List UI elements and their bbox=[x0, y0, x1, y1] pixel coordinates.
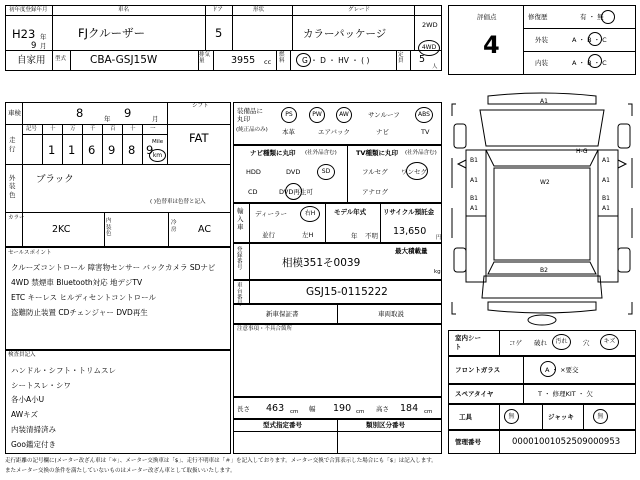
color-code-label: カラー bbox=[8, 215, 25, 221]
model-year-label: モデル年式 bbox=[334, 208, 367, 216]
inspection-month: 9 bbox=[124, 106, 132, 120]
inspector-line-1: ハンドル・シフト・トリムスレ bbox=[11, 366, 116, 375]
color-value: ブラック bbox=[36, 174, 74, 185]
spare-label: スペアタイヤ bbox=[455, 390, 494, 398]
usage-value: 自家用 bbox=[17, 55, 46, 66]
displacement-value: 3955 bbox=[231, 55, 256, 66]
grade-value: カラーパッケージ bbox=[303, 28, 387, 40]
diagram-front-label: A1 bbox=[540, 98, 548, 105]
tools-label: 工具 bbox=[459, 413, 472, 421]
equipment-pw: PW bbox=[309, 107, 325, 123]
mileage-digit-3: 6 bbox=[88, 143, 96, 157]
mileage-label: 走行 bbox=[9, 136, 16, 154]
damage-diagram bbox=[448, 88, 636, 330]
drive-4wd-circled: 4WD bbox=[418, 40, 440, 56]
width-label: 幅 bbox=[309, 405, 316, 413]
sales-line-4: 盗難防止装置 CDチェンジャー DVD再生 bbox=[11, 308, 148, 317]
score-label: 評価点 bbox=[477, 13, 497, 21]
equipment-airbag: エアバック bbox=[318, 128, 350, 136]
max-load-unit: kg bbox=[434, 269, 441, 275]
windshield-options: A ・ ×要交 bbox=[545, 366, 579, 374]
management-value: 00001001052509000953 bbox=[512, 437, 621, 447]
interior-color-label: 内装色 bbox=[106, 218, 112, 238]
seat-option-3: 汚れ bbox=[552, 334, 571, 350]
drive-2wd: 2WD bbox=[422, 21, 438, 29]
shift-value: FAT bbox=[189, 131, 209, 145]
diagram-mark-4: A1 bbox=[602, 177, 610, 184]
interior-seat-label: 室内シート bbox=[455, 334, 481, 352]
door-label: ドア bbox=[212, 7, 223, 13]
mileage-digit-1: 1 bbox=[48, 143, 56, 157]
sales-line-1: クルーズコントロール 障害物センサー バックカメラ SDナビ bbox=[11, 263, 216, 272]
height-label: 高さ bbox=[376, 405, 389, 413]
seat-option-4: 穴 bbox=[583, 339, 590, 347]
footer-line-1: 走行距離の記号欄に(メーター改ざん車は「＊」、メーター交換車は「$」、走行不明車は「＃」を記入しております。メーター交換で合算表示した場合にも「$」は記入します。 bbox=[5, 458, 437, 464]
diagram-mark-6: A1 bbox=[470, 205, 478, 212]
max-load-label: 最大積載量 bbox=[395, 247, 428, 255]
equipment-label-1: 装備品に bbox=[237, 107, 263, 115]
reg-year-suffix: 年 bbox=[40, 33, 47, 41]
shift-label: シフト bbox=[192, 103, 209, 109]
equipment-sunroof: サンルーフ bbox=[368, 111, 400, 119]
mileage-col-5: 十 bbox=[130, 126, 136, 132]
recycle-unit: 円 bbox=[436, 235, 442, 241]
repair-selected-circle bbox=[601, 10, 615, 24]
mileage-col-3: 千 bbox=[90, 126, 96, 132]
exterior-label: 外装 bbox=[535, 36, 548, 44]
seat-option-2: 破れ bbox=[534, 339, 547, 347]
navi-sd: SD bbox=[317, 164, 335, 180]
inspection-year: 8 bbox=[76, 106, 84, 120]
mileage-col-4: 百 bbox=[110, 126, 116, 132]
capacity-label: 定員 bbox=[398, 52, 404, 64]
jack-label: ジャッキ bbox=[548, 413, 574, 421]
inspection-year-suffix: 年 bbox=[104, 115, 111, 123]
chassis-value: GSJ15-0115222 bbox=[306, 286, 388, 298]
exterior-grades: A ・ B ・ C bbox=[572, 36, 607, 44]
car-name-label: 車名 bbox=[118, 7, 130, 13]
car-outline bbox=[448, 88, 636, 330]
footer-line-2: またメーター交換の条件を満たしていないものはメーター改ざん車として取扱いいたします。 bbox=[5, 468, 236, 474]
diagram-mark-9: A1 bbox=[602, 205, 610, 212]
inspector-line-4: AWキズ bbox=[11, 410, 38, 419]
registration-value: 相模351そ0039 bbox=[282, 257, 361, 269]
height-value: 184 bbox=[400, 403, 419, 414]
equipment-sub-label: (純正品のみ) bbox=[236, 127, 268, 133]
registration-label: 登録番号 bbox=[237, 247, 243, 272]
tv-oneseg: ワンセグ bbox=[401, 168, 427, 176]
mileage-digit-2: 1 bbox=[68, 143, 76, 157]
navi-cd: CD bbox=[248, 188, 258, 196]
category-number-label: 類別区分番号 bbox=[366, 421, 405, 429]
tools-value: 無 bbox=[504, 409, 519, 424]
color-note: ( )色替車は色替と記入 bbox=[150, 199, 206, 205]
model-year-unknown: 不明 bbox=[365, 232, 378, 240]
windshield-selected-circle bbox=[540, 361, 556, 377]
diagram-mark-3: A1 bbox=[470, 177, 478, 184]
diagram-mark-10: H-G bbox=[576, 148, 588, 155]
inspector-line-5: 内装清掃済み bbox=[11, 425, 56, 434]
import-parallel: 並行 bbox=[262, 231, 275, 239]
reg-year-value: H23 bbox=[12, 27, 36, 41]
inspector-line-6: Goo鑑定付き bbox=[11, 440, 56, 449]
sales-line-3: ETC キーレス ヒルディセントコントロール bbox=[11, 293, 156, 302]
tv-label: TV種類に丸印 bbox=[356, 149, 398, 157]
equipment-tv: TV bbox=[421, 128, 430, 136]
aircon-value: AC bbox=[198, 224, 211, 235]
car-name-value: FJクルーザー bbox=[78, 26, 146, 40]
navi-dvd: DVD bbox=[286, 168, 301, 176]
score-value: 4 bbox=[483, 31, 500, 59]
mileage-unit-km: km bbox=[149, 149, 166, 162]
mileage-col-2: 万 bbox=[70, 126, 76, 132]
tv-oneseg-circle bbox=[406, 162, 428, 180]
exterior-selected-circle bbox=[588, 32, 602, 46]
displacement-unit: cc bbox=[264, 58, 272, 66]
reg-month-value: 9 bbox=[31, 41, 37, 51]
import-left-h: 左H bbox=[302, 231, 314, 239]
diagram-mark-5: W2 bbox=[540, 179, 550, 186]
door-value: 5 bbox=[215, 26, 223, 40]
warranty-manual: 車両取説 bbox=[378, 310, 404, 318]
recycle-label: リサイクル預託金 bbox=[383, 208, 435, 216]
interior-grades: A ・ B ・ C bbox=[572, 59, 607, 67]
inspection-label: 車検 bbox=[8, 109, 21, 117]
inspector-line-2: シートスレ・シワ bbox=[11, 381, 71, 390]
warranty-new-car: 新車保証書 bbox=[266, 310, 299, 318]
model-label: 型式 bbox=[55, 56, 67, 62]
mileage-col-1: 十 bbox=[50, 126, 56, 132]
reg-year-label: 初年度登録年月 bbox=[9, 7, 48, 13]
navi-dvd-play-circle bbox=[285, 183, 302, 200]
fuel-label: 燃料 bbox=[279, 52, 285, 64]
diagram-mark-2: A1 bbox=[602, 157, 610, 164]
repair-label: 修復歴 bbox=[528, 13, 548, 21]
repair-options: 有 ・ 無 bbox=[580, 13, 604, 21]
type-number-label: 型式指定番号 bbox=[263, 421, 302, 429]
mileage-col-0: 記号 bbox=[26, 126, 38, 132]
capacity-unit: 人 bbox=[432, 64, 438, 70]
mileage-digit-5: 8 bbox=[128, 143, 136, 157]
tv-analog: アナログ bbox=[362, 188, 388, 196]
navi-hdd: HDD bbox=[246, 168, 261, 176]
fuel-options: G ・ D ・ HV ・ ( ) bbox=[302, 56, 370, 65]
equipment-abs: ABS bbox=[415, 107, 433, 123]
color-label: 外装色 bbox=[9, 174, 16, 199]
seat-option-5: キズ bbox=[600, 334, 619, 350]
navi-note: (社外品含む) bbox=[305, 150, 337, 156]
import-label: 輸入車 bbox=[237, 207, 244, 231]
equipment-leather: 本革 bbox=[282, 128, 295, 136]
import-dealer: ディーラー bbox=[255, 210, 287, 218]
inspector-line-3: 各小A小U bbox=[11, 395, 45, 404]
shape-label: 形状 bbox=[253, 7, 265, 13]
aircon-label: 冷房 bbox=[171, 220, 177, 233]
equipment-ps: PS bbox=[281, 107, 297, 123]
seat-option-1: コゲ bbox=[509, 339, 522, 347]
mileage-digit-6: 9 bbox=[146, 143, 154, 157]
sales-points-label: セールスポイント bbox=[8, 250, 52, 256]
interior-selected-circle bbox=[588, 54, 602, 68]
length-unit: cm bbox=[290, 409, 299, 415]
navi-label: ナビ種類に丸印 bbox=[250, 149, 296, 157]
equipment-aw: AW bbox=[336, 107, 352, 123]
recycle-value: 13,650 bbox=[393, 226, 427, 237]
capacity-value: 5 bbox=[419, 54, 426, 65]
diagram-rear-label: B2 bbox=[540, 267, 548, 274]
height-unit: cm bbox=[424, 409, 433, 415]
equipment-navi: ナビ bbox=[376, 128, 389, 136]
mileage-unit-mile: Mile bbox=[152, 139, 164, 145]
interior-label: 内装 bbox=[535, 59, 548, 67]
windshield-label: フロントガラス bbox=[455, 366, 501, 374]
tv-note: (社外品含む) bbox=[405, 150, 437, 156]
inspector-label: 検査員記入 bbox=[8, 352, 36, 358]
reg-month-suffix: 月 bbox=[40, 42, 47, 50]
width-value: 190 bbox=[333, 403, 352, 414]
inspection-month-suffix: 月 bbox=[152, 115, 159, 123]
management-label: 管理番号 bbox=[455, 438, 481, 446]
spare-options: T ・ 修理KIT ・ 欠 bbox=[538, 390, 593, 398]
diagram-mark-1: B1 bbox=[470, 157, 478, 164]
import-right-h: 右H bbox=[300, 206, 320, 222]
displacement-label: 排気量 bbox=[199, 52, 211, 64]
model-value: CBA-GSJ15W bbox=[90, 54, 158, 66]
mileage-col-6: 一 bbox=[150, 126, 156, 132]
grade-label: グレード bbox=[348, 7, 371, 13]
mileage-digit-4: 9 bbox=[108, 143, 116, 157]
equipment-label-2: 丸印 bbox=[237, 115, 250, 123]
color-code-value: 2KC bbox=[52, 224, 71, 235]
navi-dvd-play: DVD再生可 bbox=[279, 188, 313, 196]
jack-value: 無 bbox=[593, 409, 608, 424]
chassis-label: 車台番号 bbox=[237, 283, 243, 308]
diagram-mark-7: B1 bbox=[470, 195, 478, 202]
diagram-mark-8: B1 bbox=[602, 195, 610, 202]
length-label: 長さ bbox=[237, 405, 250, 413]
model-year-suffix: 年 bbox=[351, 232, 358, 240]
fuel-selected-circle bbox=[296, 53, 311, 67]
sales-line-2: 4WD 禁煙車 Bluetooth対応 地デジTV bbox=[11, 278, 143, 287]
notes-section bbox=[233, 324, 442, 397]
width-unit: cm bbox=[356, 409, 365, 415]
tv-fullseg: フルセグ bbox=[362, 168, 388, 176]
notes-label: 注意事項・不具合箇所 bbox=[237, 326, 293, 332]
length-value: 463 bbox=[266, 403, 285, 414]
